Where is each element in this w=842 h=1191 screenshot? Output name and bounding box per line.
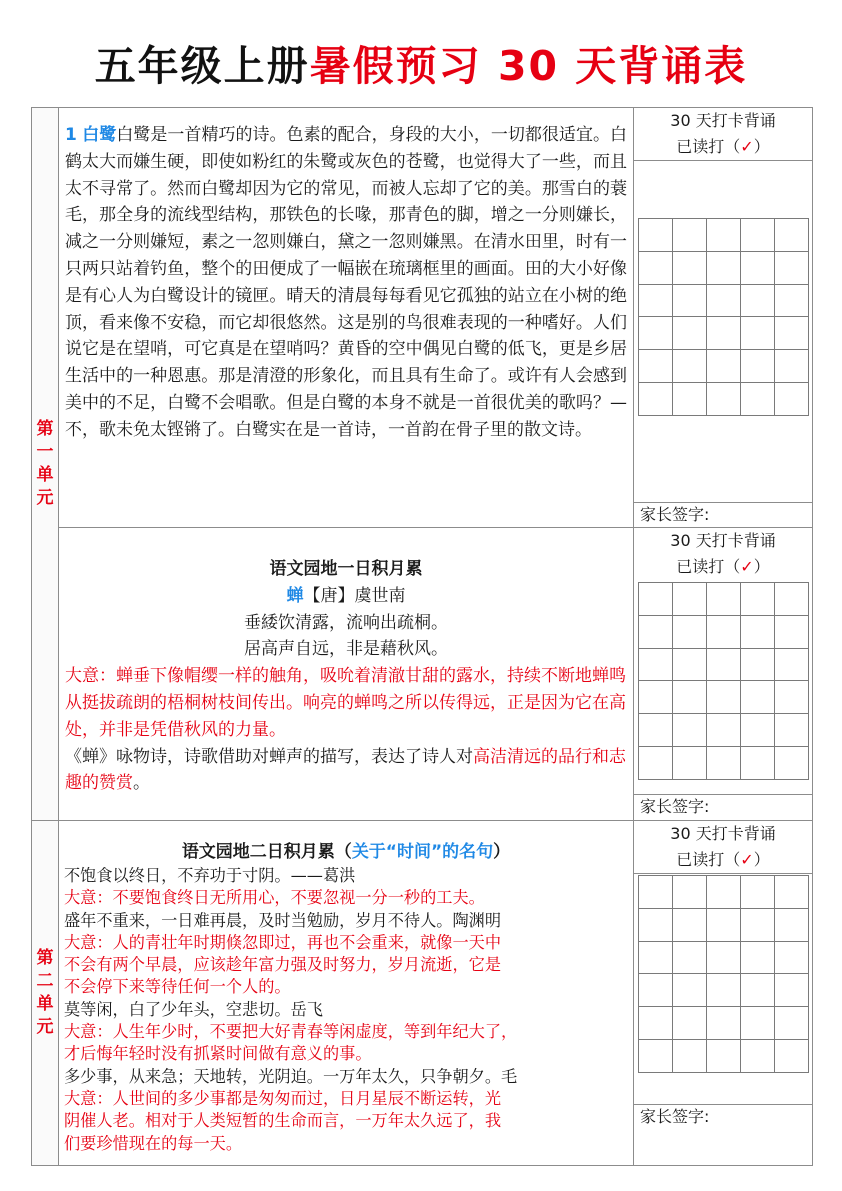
poem-line-2: 居高声自远，非是藉秋风。	[244, 639, 448, 660]
quotes-cell	[59, 821, 634, 1166]
grid-cell[interactable]	[706, 908, 740, 941]
grid-cell[interactable]	[740, 941, 774, 974]
grid-cell[interactable]	[774, 583, 808, 616]
grid-cell[interactable]	[638, 615, 672, 648]
quote-2: 盛年不重来，一日难再晨，及时当勉励，岁月不待人。陶渊明	[64, 910, 502, 930]
meaning-3b: 才后悔年轻时没有抓紧时间做有意义的事。	[64, 1044, 372, 1064]
grid-cell[interactable]	[672, 284, 706, 317]
grid-cell[interactable]	[706, 251, 740, 284]
quote-4: 多少事，从来急；天地转，光阴迫。一万年太久，只争朝夕。毛	[64, 1066, 518, 1086]
poem-comment: 《蝉》咏物诗，诗歌借助对蝉声的描写，表达了诗人对高洁清远的品行和志趣的赞赏。	[65, 746, 626, 794]
meaning-4c: 们要珍惜现在的每一天。	[64, 1133, 243, 1153]
grid-cell[interactable]	[638, 714, 672, 747]
grid-cell[interactable]	[672, 1007, 706, 1040]
grid-cell[interactable]	[672, 876, 706, 909]
grid-cell[interactable]	[706, 219, 740, 252]
grid-cell[interactable]	[740, 714, 774, 747]
grid-cell[interactable]	[740, 908, 774, 941]
grid-cell[interactable]	[740, 1039, 774, 1072]
grid-cell[interactable]	[638, 251, 672, 284]
passage-body: 白鹭是一首精巧的诗。色素的配合，身段的大小，一切都很适宜。白鹤太大而嫌生硬，即使如粉红的朱鹭或灰色的苍鹭，也觉得大了一些，而且太不寻常了。然而白鹭却因为它的常见，而被人忘却了它的美。那雪白的蓑毛，那全身的流线型结构，那铁色的长喙，那青色的脚，增之一分则嫌长，减之一分则嫌短，素之一忽则嫌白，黛之一忽则嫌黑。在清水田里，时有一只两只站着钓鱼，整个的田便成了一幅嵌在琉璃框里的画面。田的大小好像是有心人为白鹭设计的镜匣。晴天的清晨每每看见它孤独的站立在小树的绝顶，看来像不安稳，而它却很悠然。这是别的鸟很难表现的一种嗜好。人们说它是在望哨，可它真是在望哨吗？黄昏的空中偶见白鹭的低飞，更是乡居生活中的一种恩惠。那是清澄的形象化，而且具有生命了。或许有人会感到美中的不足，白鹭不会唱歌。但是白鹭的本身不就是一首很优美的歌吗？—不，歌未免太铿锵了。白鹭实在是一首诗，一首韵在骨子里的散文诗。	[65, 125, 628, 440]
poem-meaning: 大意：蝉垂下像帽缨一样的触角，吸吮着清澈甘甜的露水，持续不断地蝉鸣从挺拔疏朗的梧桐树枝间传出。响亮的蝉鸣之所以传得远，正是因为它在高处，并非是凭借秋风的力量。	[65, 666, 626, 740]
meaning-2a: 大意：人的青壮年时期倏忽即过，再也不会重来，就像一天中	[64, 932, 502, 952]
grid-cell[interactable]	[774, 648, 808, 681]
checkin-cell-3	[634, 821, 813, 1166]
poem-line-1: 垂緌饮清露，流响出疏桐。	[244, 612, 448, 633]
grid-cell[interactable]	[672, 219, 706, 252]
grid-cell[interactable]	[638, 1007, 672, 1040]
grid-cell[interactable]	[672, 908, 706, 941]
checkin-cell-1	[634, 108, 813, 528]
grid-cell[interactable]	[740, 876, 774, 909]
grid-cell[interactable]	[740, 284, 774, 317]
grid-cell[interactable]	[706, 876, 740, 909]
grid-cell[interactable]	[672, 941, 706, 974]
quotes-section	[59, 821, 633, 1155]
grid-cell[interactable]	[740, 583, 774, 616]
grid-cell[interactable]	[638, 317, 672, 350]
grid-cell[interactable]	[638, 876, 672, 909]
grid-cell[interactable]	[638, 1039, 672, 1072]
grid-cell[interactable]	[774, 382, 808, 415]
grid-cell[interactable]	[638, 681, 672, 714]
tick-icon: ✓	[740, 850, 754, 869]
grid-cell[interactable]	[774, 219, 808, 252]
passage-title: 白鹭	[82, 125, 117, 145]
unit-label-2: 第二单元	[32, 821, 59, 1166]
grid-cell[interactable]	[672, 251, 706, 284]
grid-cell[interactable]	[706, 615, 740, 648]
grid-cell[interactable]	[706, 681, 740, 714]
poem-title-line	[65, 583, 627, 610]
grid-cell[interactable]	[740, 648, 774, 681]
grid-cell[interactable]	[740, 615, 774, 648]
poem-cell	[59, 528, 634, 821]
title-plan: 暑假预习 30 天背诵表	[309, 42, 748, 90]
title-grade: 五年级上册	[94, 42, 310, 90]
quote-3: 莫等闲，白了少年头，空悲切。岳飞	[64, 999, 323, 1019]
grid-cell[interactable]	[638, 648, 672, 681]
grid-cell[interactable]	[740, 317, 774, 350]
grid-cell[interactable]	[706, 746, 740, 779]
grid-cell[interactable]	[672, 583, 706, 616]
grid-cell[interactable]	[774, 908, 808, 941]
meaning-1: 大意：不要饱食终日无所用心，不要忽视一分一秒的工夫。	[64, 888, 485, 908]
grid-cell[interactable]	[638, 219, 672, 252]
poem-section	[59, 528, 633, 797]
grid-cell[interactable]	[672, 615, 706, 648]
grid-cell[interactable]	[774, 941, 808, 974]
grid-cell[interactable]	[740, 746, 774, 779]
grid-cell[interactable]	[706, 714, 740, 747]
unit-label-1: 第一单元	[32, 108, 59, 821]
recitation-table	[31, 107, 813, 1166]
meaning-2c: 不会停下来等待任何一个人的。	[64, 977, 291, 997]
grid-cell[interactable]	[672, 746, 706, 779]
page-title	[0, 42, 842, 91]
grid-cell[interactable]	[638, 350, 672, 383]
grid-cell[interactable]	[774, 876, 808, 909]
checkin-grid-3[interactable]	[638, 875, 809, 1073]
parent-signature-3[interactable]: 家长签字:	[634, 1104, 812, 1165]
passage-number: 1	[65, 125, 77, 145]
grid-cell[interactable]	[706, 648, 740, 681]
grid-cell[interactable]	[740, 681, 774, 714]
grid-cell[interactable]	[706, 1039, 740, 1072]
grid-cell[interactable]	[740, 974, 774, 1007]
grid-cell[interactable]	[672, 317, 706, 350]
grid-cell[interactable]	[672, 681, 706, 714]
grid-cell[interactable]	[706, 1007, 740, 1040]
checkin-header: 30 天打卡背诵 已读打（✓）	[670, 824, 776, 869]
checkin-grid-1[interactable]	[638, 218, 809, 416]
grid-cell[interactable]	[638, 941, 672, 974]
grid-cell[interactable]	[774, 1039, 808, 1072]
grid-cell[interactable]	[638, 583, 672, 616]
section-heading: 语文园地一日积月累	[269, 559, 423, 579]
checkin-header: 30 天打卡背诵 已读打（✓）	[670, 111, 776, 156]
grid-cell[interactable]	[638, 908, 672, 941]
passage-bailu	[59, 108, 633, 444]
quote-1: 不饱食以终日，不弃功于寸阴。——葛洪	[64, 866, 356, 885]
checkin-header: 30 天打卡背诵 已读打（✓）	[670, 531, 776, 576]
grid-cell[interactable]	[706, 941, 740, 974]
grid-cell[interactable]	[672, 714, 706, 747]
grid-cell[interactable]	[672, 648, 706, 681]
checkin-grid-2[interactable]	[638, 582, 809, 780]
grid-cell[interactable]	[672, 974, 706, 1007]
grid-cell[interactable]	[672, 1039, 706, 1072]
grid-cell[interactable]	[706, 583, 740, 616]
parent-signature-2[interactable]: 家长签字:	[634, 794, 812, 819]
meaning-4b: 阴催人老。相对于人类短暂的生命而言，一万年太久远了，我	[64, 1111, 502, 1131]
grid-cell[interactable]	[638, 974, 672, 1007]
grid-cell[interactable]	[638, 746, 672, 779]
grid-cell[interactable]	[774, 746, 808, 779]
grid-cell[interactable]	[774, 714, 808, 747]
grid-cell[interactable]	[740, 219, 774, 252]
checkin-cell-2	[634, 528, 813, 821]
parent-signature-1[interactable]: 家长签字:	[634, 502, 812, 527]
grid-cell[interactable]	[672, 382, 706, 415]
grid-cell[interactable]	[706, 350, 740, 383]
grid-cell[interactable]	[672, 350, 706, 383]
grid-cell[interactable]	[706, 284, 740, 317]
grid-cell[interactable]	[638, 284, 672, 317]
grid-cell[interactable]	[774, 681, 808, 714]
poem-author: 【唐】虞世南	[303, 585, 406, 606]
grid-cell[interactable]	[740, 1007, 774, 1040]
grid-cell[interactable]	[706, 382, 740, 415]
grid-cell[interactable]	[740, 350, 774, 383]
grid-cell[interactable]	[706, 974, 740, 1007]
tick-icon: ✓	[740, 557, 754, 576]
grid-cell[interactable]	[774, 284, 808, 317]
grid-cell[interactable]	[774, 350, 808, 383]
grid-cell[interactable]	[638, 382, 672, 415]
meaning-3a: 大意：人生年少时，不要把大好青春等闲虚度，等到年纪大了，	[64, 1022, 518, 1042]
grid-cell[interactable]	[740, 251, 774, 284]
grid-cell[interactable]	[740, 382, 774, 415]
grid-cell[interactable]	[706, 317, 740, 350]
meaning-4a: 大意：人世间的多少事都是匆匆而过，日月星辰不断运转，光	[64, 1088, 502, 1108]
tick-icon: ✓	[740, 137, 754, 156]
grid-cell[interactable]	[774, 1007, 808, 1040]
passage-cell	[59, 108, 634, 528]
meaning-2b: 不会有两个早晨，应该趁年富力强及时努力，岁月流逝，它是	[64, 955, 502, 975]
section-heading: 语文园地二日积月累（关于“时间”的名句）	[181, 842, 511, 862]
grid-cell[interactable]	[774, 251, 808, 284]
poem-title: 蝉	[286, 585, 304, 606]
grid-cell[interactable]	[774, 974, 808, 1007]
grid-cell[interactable]	[774, 317, 808, 350]
grid-cell[interactable]	[774, 615, 808, 648]
